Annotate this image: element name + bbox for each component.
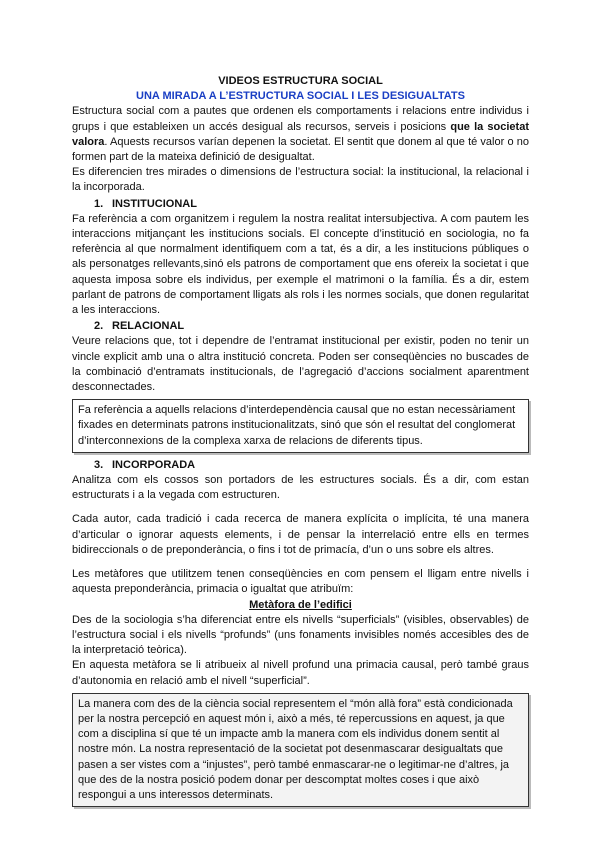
relacional-callout-text: Fa referència a aquells relacions d’interdependència causal que no estan necessàriament fixades en determinats patrons institucionalitzats, sinó que són el resultat del conglomerat d’interconnexions de la complexa xarxa de relacions de diferents tipus. (78, 404, 516, 447)
section-number: 2. (94, 320, 104, 333)
intro-paragraph-2: Es diferencien tres mirades o dimensions de l’estructura social: la institucional, la relacional i la incorporada. (72, 166, 529, 194)
relacional-callout-box (72, 399, 529, 453)
intro-text-b: . Aquests recursos varían depenen la societat. El sentit que donem al que té valor o no formen part de la mateixa definició de desigualtat. (72, 135, 529, 164)
metaphor-callout-text: La manera com des de la ciència social representem el “món allà fora” està condicionada per la nostra percepció en aquest món i, això a més, té repercussions en aquest, ja que com a disciplina sí que té un impacte amb la manera com els individus donem sentit al nostre món. La nostra representació de la societat pot desenmascarar desigualtats que pasen a ser vistes com a “injustes”, però també enmascarar-ne o legitimar-ne d’altres, ja que des de la nostra posició podem donar per descomptat moltes coses i que això respongui a uns interessos determinats. (78, 697, 513, 801)
metaphor-paragraph-2: En aquesta metàfora se li atribueix al nivell profund una primacia causal, però també graus d’autonomia en relació amb el nivell “superficial”. (72, 659, 529, 687)
section-number: 1. (94, 197, 104, 210)
section-heading-relacional (94, 319, 529, 334)
section-heading-incorporada (94, 458, 529, 473)
section-heading-institucional (94, 197, 529, 212)
document-content (72, 74, 529, 812)
metaphor-heading: Metàfora de l’edifici (249, 598, 352, 611)
section-text-incorporada: Analitza com els cossos son portadors de les estructures socials. És a dir, com estan estructurats i a la vegada com estructuren. (72, 474, 529, 502)
document-title: VIDEOS ESTRUCTURA SOCIAL (218, 75, 383, 87)
document-subtitle: UNA MIRADA A L’ESTRUCTURA SOCIAL I LES DESIGUALTATS (136, 90, 465, 103)
metaphor-paragraph-1: Des de la sociologia s’ha diferenciat entre els nivells “superficials” (visibles, observables) de l’estructura social i els nivells “profunds” (uns fonaments invisibles només accesibles des de la interpretació teòrica). (72, 613, 529, 657)
section-number: 3. (94, 458, 104, 471)
section-text-incorporada-3: Les metàfores que utilitzem tenen conseqüències en com pensem el lligam entre nivells i aquesta preponderància, primacia o igualtat que atribuïm: (72, 568, 529, 596)
section-title: INSTITUCIONAL (112, 197, 197, 210)
intro-text-a: Estructura social com a pautes que ordenen els comportaments i relacions entre individus i grups i que estableixen un accés desigual als recursos, serveis i posicions (72, 105, 529, 133)
section-text-incorporada-2: Cada autor, cada tradició i cada recerca de manera explícita o implícita, té una manera d’articular o ignorar aquests elements, i de pensar la interrelació entre ells en termes bidireccionals o de preponderància, o fins i tot de primacía, d’un o uns sobre els altres. (72, 513, 529, 556)
section-title: RELACIONAL (112, 320, 185, 333)
metaphor-callout-box (72, 693, 529, 807)
section-title: INCORPORADA (112, 458, 196, 471)
intro-bold-text: que la societat valora (72, 120, 529, 148)
section-text-institucional: Fa referència a com organitzem i regulem la nostra realitat intersubjectiva. A com pautem les interaccions mitjançant les institucions socials. El concepte d’institució en sociologia, no fa referència al que normalment identifiquem com a tat, és a dir, a les institucions públiques o als personatges rellevants,sinó els patrons de comportament que ens ofereix la societat i que aquesta imposa sobre els individus, per exemple el matrimoni o la família. És a dir, estem parlant de patrons de comportament lligats als rols i les normes socials, que donen regularitat a les interaccions. (72, 212, 529, 317)
section-text-relacional: Veure relacions que, tot i dependre de l’entramat institucional per existir, poden no tenir un vincle explicit amb una o altra institució concreta. Poden ser conseqüències no buscades de la combinació d’entramats institucionals, de l’agregació d’accions socialment aparentment desconnectades. (72, 335, 529, 394)
intro-paragraph-1 (72, 104, 529, 165)
